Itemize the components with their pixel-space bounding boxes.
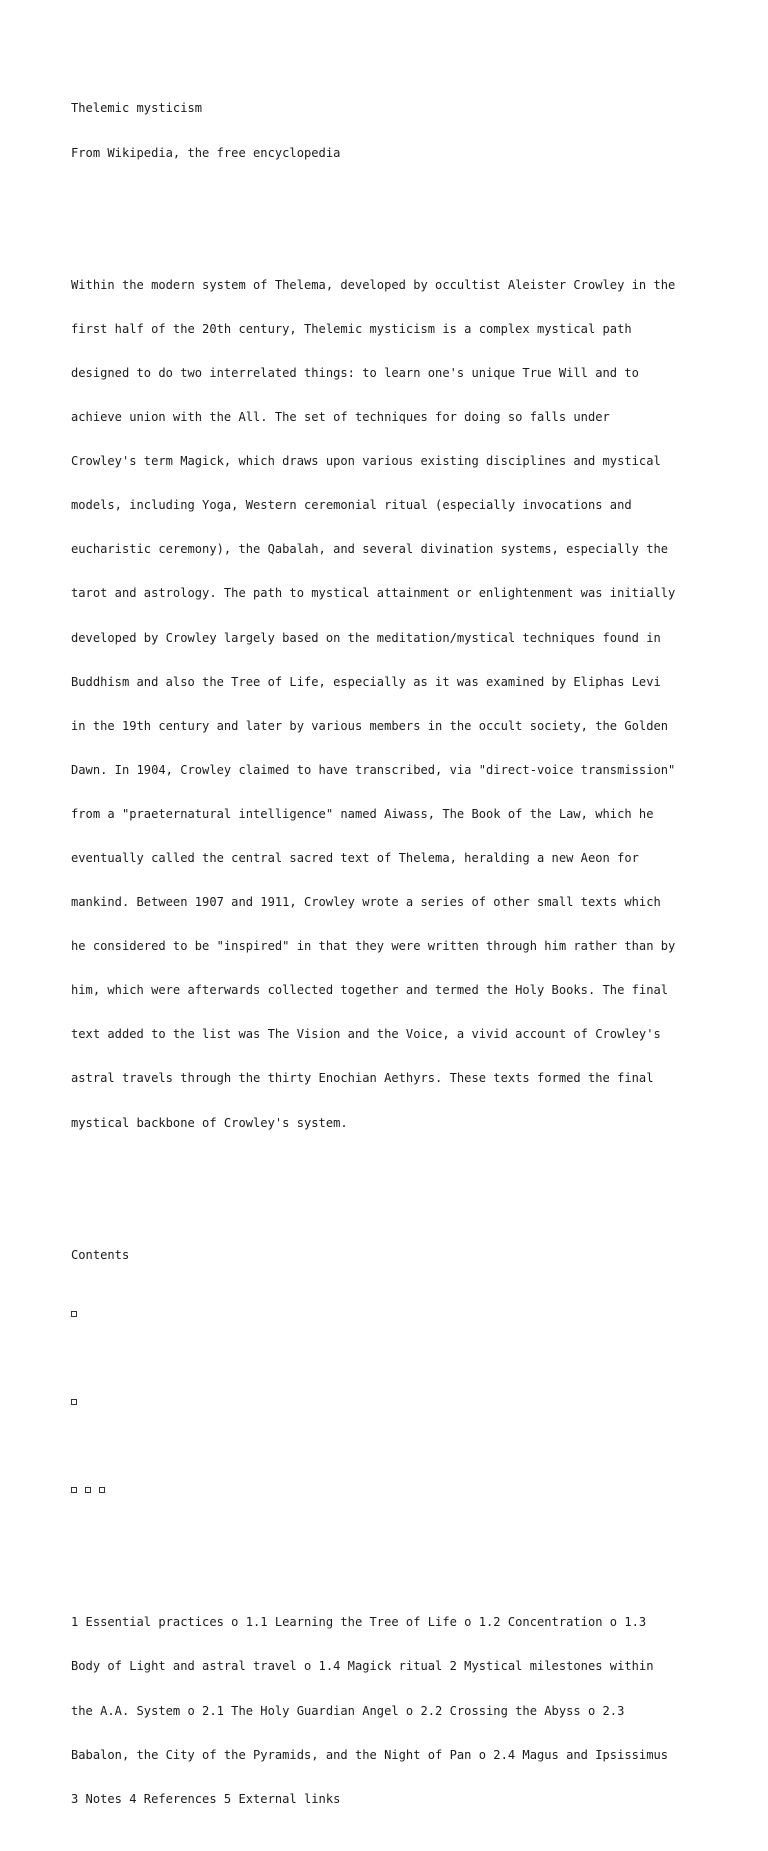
intro-line: eucharistic ceremony), the Qabalah, and several divination systems, especially the <box>71 542 669 557</box>
bullet-row <box>71 1395 711 1410</box>
intro-paragraph <box>71 248 711 1159</box>
contents-line: the A.A. System o 2.1 The Holy Guardian Angel o 2.2 Crossing the Abyss o 2.3 <box>71 1703 625 1718</box>
contents-heading: Contents <box>71 1247 130 1262</box>
contents-line: Babalon, the City of the Pyramids, and the Night of Pan o 2.4 Magus and Ipsissimus <box>71 1747 669 1762</box>
square-bullet-icon <box>85 1487 91 1493</box>
intro-line: Buddhism and also the Tree of Life, especially as it was examined by Eliphas Levi <box>71 674 661 689</box>
intro-line: mankind. Between 1907 and 1911, Crowley wrote a series of other small texts which <box>71 895 661 910</box>
intro-line: astral travels through the thirty Enochian Aethyrs. These texts formed the final <box>71 1071 654 1086</box>
intro-line: Crowley's term Magick, which draws upon various existing disciplines and mystical <box>71 454 661 469</box>
intro-line: achieve union with the All. The set of techniques for doing so falls under <box>71 410 610 425</box>
intro-line: from a "praeternatural intelligence" named Aiwass, The Book of the Law, which he <box>71 806 654 821</box>
intro-line: text added to the list was The Vision and the Voice, a vivid account of Crowley's <box>71 1027 661 1042</box>
contents-line: 1 Essential practices o 1.1 Learning the Tree of Life o 1.2 Concentration o 1.3 <box>71 1615 647 1630</box>
document-source: From Wikipedia, the free encyclopedia <box>71 145 341 160</box>
contents-line: 3 Notes 4 References 5 External links <box>71 1791 341 1806</box>
intro-line: eventually called the central sacred text of Thelema, heralding a new Aeon for <box>71 851 639 866</box>
spacer <box>71 1351 711 1366</box>
document-page <box>71 72 711 1851</box>
bullet-row <box>71 1307 711 1322</box>
contents-line: Body of Light and astral travel o 1.4 Magick ritual 2 Mystical milestones within <box>71 1659 654 1674</box>
intro-line: designed to do two interrelated things: to learn one's unique True Will and to <box>71 365 639 380</box>
contents-list <box>71 1586 711 1836</box>
square-bullet-icon <box>71 1487 77 1493</box>
square-bullet-icon <box>71 1311 77 1317</box>
bullet-row <box>71 1483 711 1498</box>
square-bullet-icon <box>99 1487 105 1493</box>
square-bullet-icon <box>71 1399 77 1405</box>
intro-line: developed by Crowley largely based on the meditation/mystical techniques found in <box>71 630 661 645</box>
intro-line: him, which were afterwards collected together and termed the Holy Books. The final <box>71 983 669 998</box>
intro-line: Dawn. In 1904, Crowley claimed to have transcribed, via "direct-voice transmission" <box>71 762 676 777</box>
intro-line: in the 19th century and later by various members in the occult society, the Golden <box>71 718 669 733</box>
spacer <box>71 1527 711 1542</box>
spacer <box>71 190 711 205</box>
intro-line: he considered to be "inspired" in that they were written through him rather than by <box>71 939 676 954</box>
document-title: Thelemic mysticism <box>71 101 203 116</box>
intro-line: models, including Yoga, Western ceremonial ritual (especially invocations and <box>71 498 632 513</box>
spacer <box>71 1439 711 1454</box>
intro-line: mystical backbone of Crowley's system. <box>71 1115 348 1130</box>
intro-line: first half of the 20th century, Thelemic mysticism is a complex mystical path <box>71 321 632 336</box>
spacer <box>71 1204 711 1219</box>
intro-line: tarot and astrology. The path to mystical attainment or enlightenment was initially <box>71 586 676 601</box>
intro-line: Within the modern system of Thelema, developed by occultist Aleister Crowley in the <box>71 277 676 292</box>
